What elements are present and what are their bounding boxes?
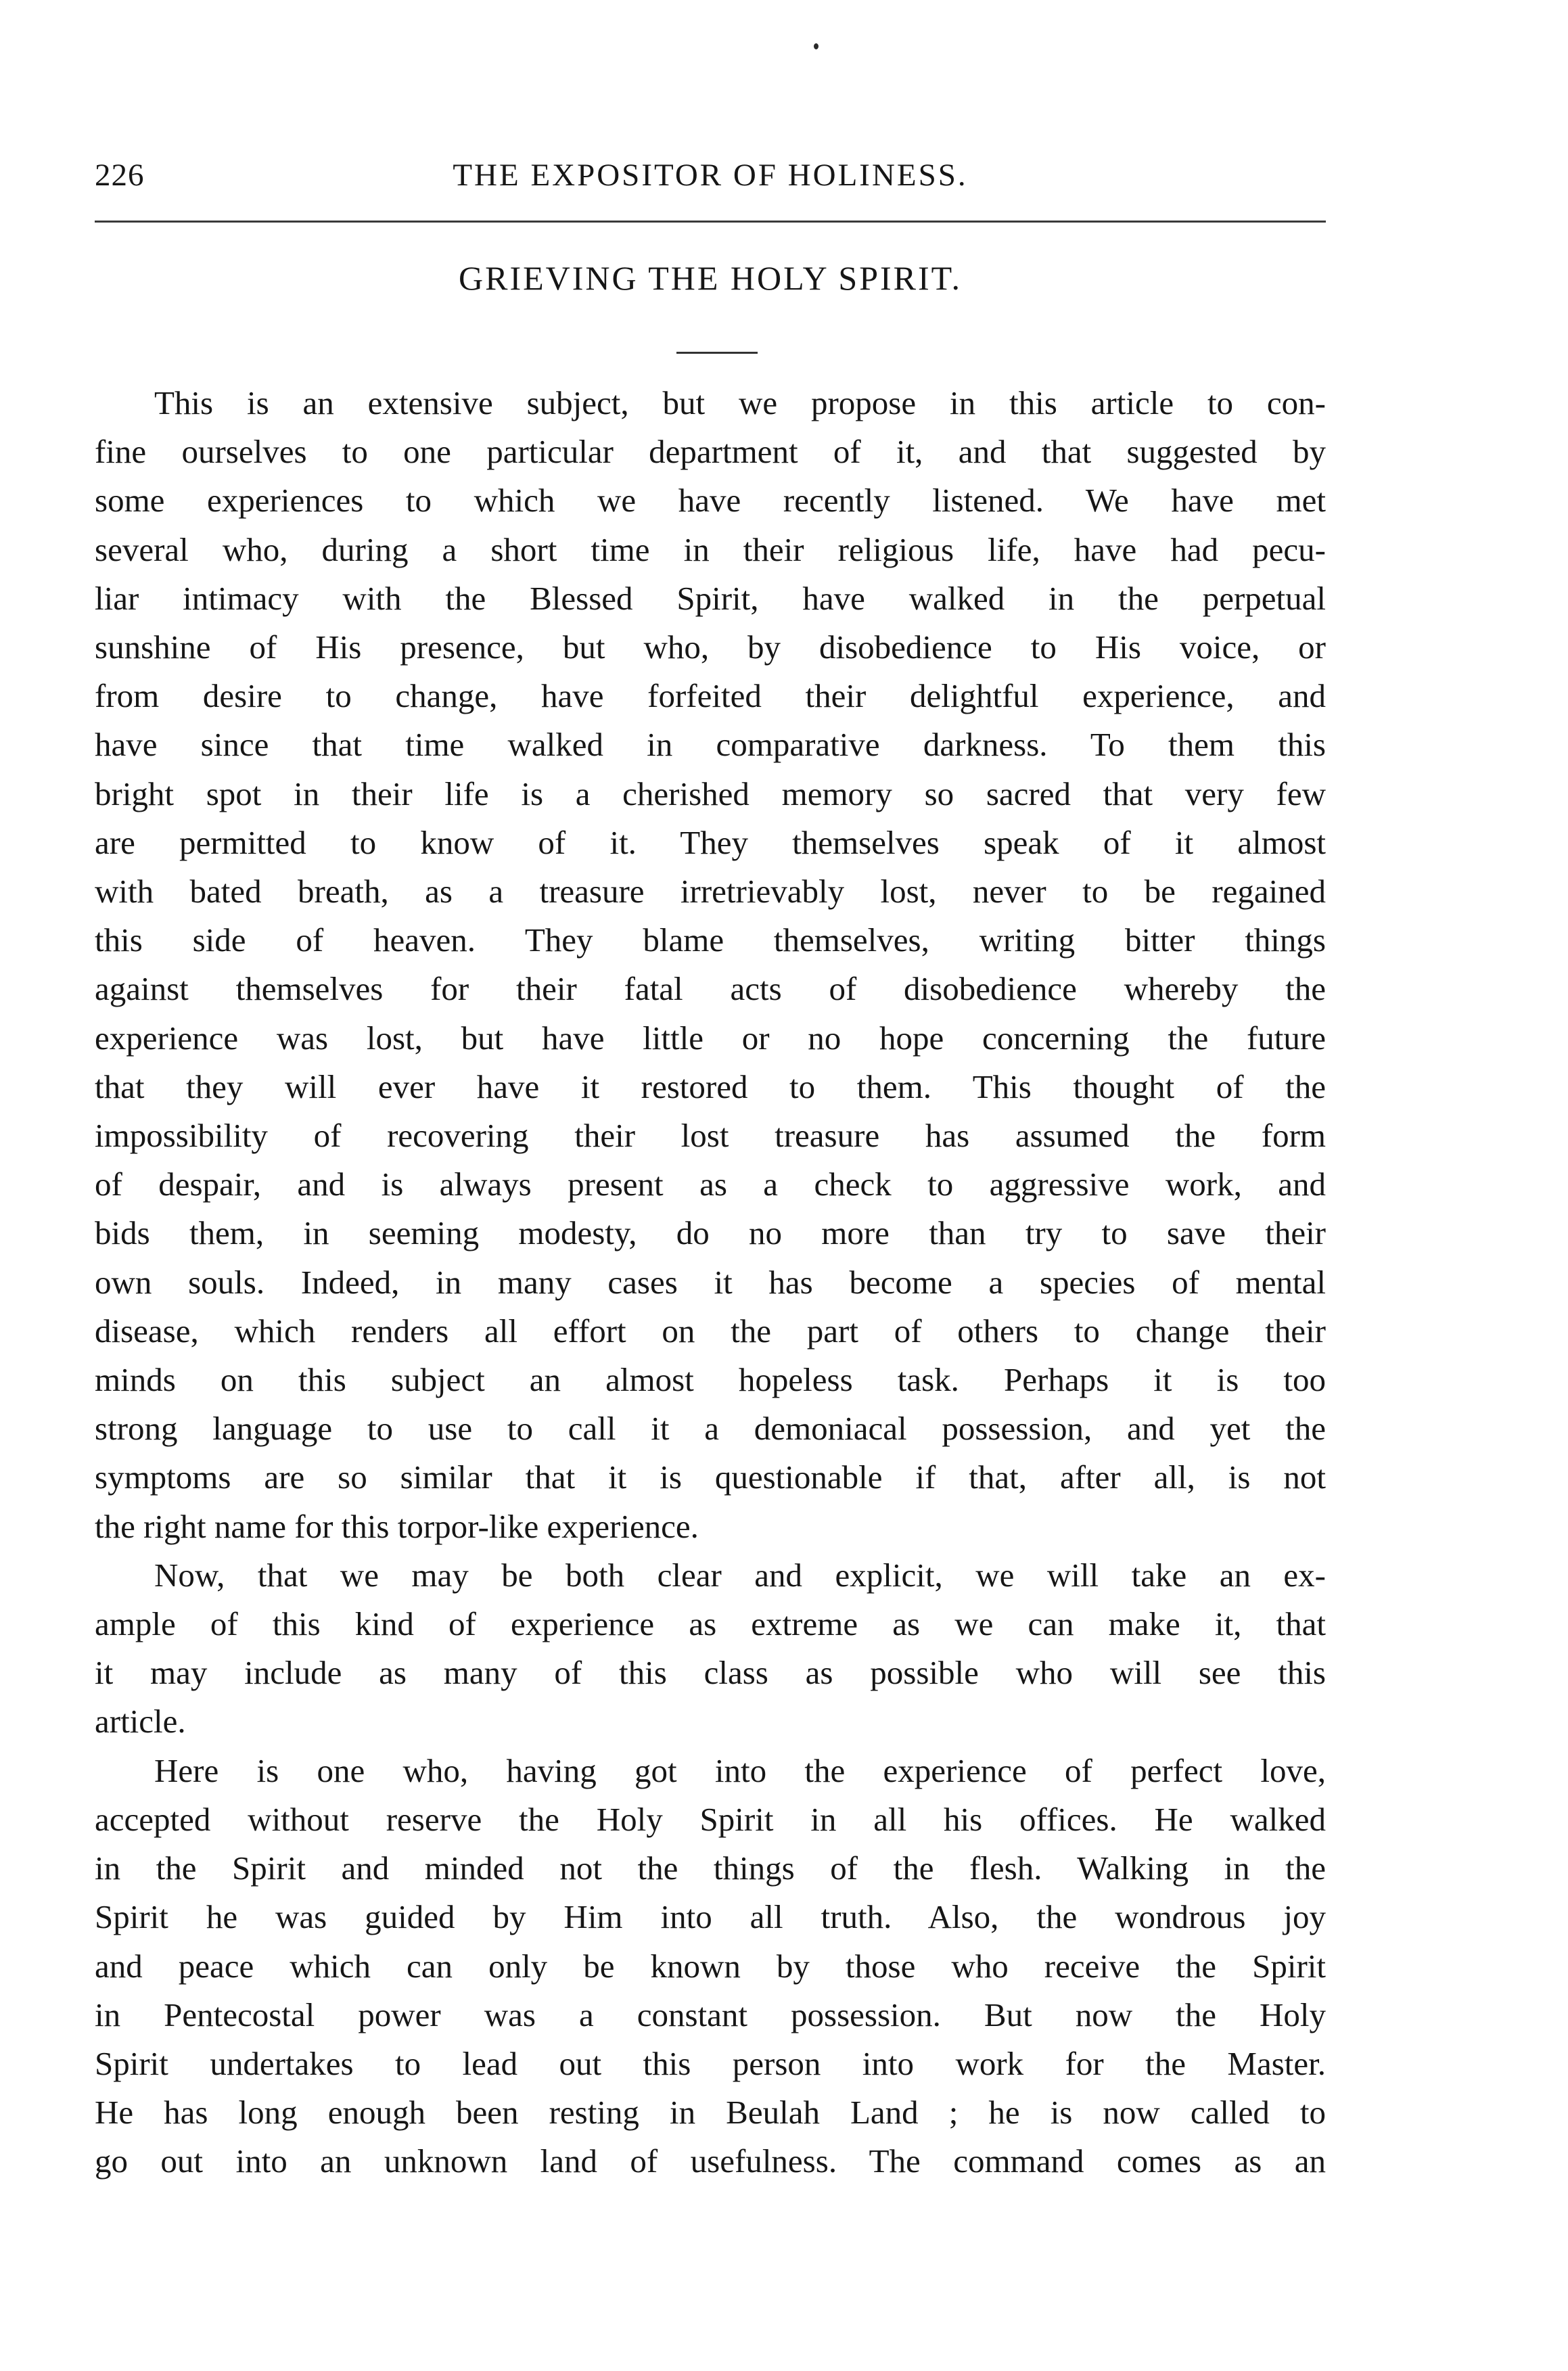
paragraph-1-line: bids them, in seeming modesty, do no more than try to save their: [95, 1214, 1326, 1252]
running-title: THE EXPOSITOR OF HOLINESS.: [453, 158, 968, 193]
paragraph-1-line: minds on this subject an almost hopeless task. Perhaps it is too: [95, 1361, 1326, 1399]
header-divider: [95, 221, 1326, 223]
paragraph-3-line: He has long enough been resting in Beulah Land ; he is now called to: [95, 2094, 1326, 2132]
paragraph-1-line: disease, which renders all effort on the part of others to change their: [95, 1312, 1326, 1350]
page-number: 226: [95, 158, 145, 193]
paragraph-1-line: against themselves for their fatal acts of disobedience whereby the: [95, 970, 1326, 1008]
paragraph-3-line: in Pentecostal power was a constant possession. But now the Holy: [95, 1996, 1326, 2033]
paragraph-1-line: own souls. Indeed, in many cases it has become a species of mental: [95, 1263, 1326, 1301]
paragraph-3-line: go out into an unknown land of usefulness. The command comes as an: [95, 2142, 1326, 2180]
paragraph-1-line: with bated breath, as a treasure irretrievably lost, never to be regained: [95, 873, 1326, 911]
running-header: [95, 150, 1326, 204]
paragraph-3-line: Spirit he was guided by Him into all truth. Also, the wondrous joy: [95, 1898, 1326, 1936]
article-body: [95, 379, 1326, 2186]
paragraph-1-line: from desire to change, have forfeited their delightful experience, and: [95, 677, 1326, 715]
paragraph-1-line: the right name for this torpor-like experience.: [95, 1507, 699, 1545]
paragraph-1-line: this side of heaven. They blame themselves, writing bitter things: [95, 921, 1326, 959]
paragraph-3-line: and peace which can only be known by those who receive the Spirit: [95, 1947, 1326, 1985]
paragraph-3-line: in the Spirit and minded not the things of the flesh. Walking in the: [95, 1849, 1326, 1887]
paragraph-3-line: accepted without reserve the Holy Spirit in all his offices. He walked: [95, 1800, 1326, 1838]
paragraph-1-line: some experiences to which we have recently listened. We have met: [95, 482, 1326, 520]
paragraph-1-line: experience was lost, but have little or no hope concerning the future: [95, 1019, 1326, 1057]
title-divider: [676, 352, 758, 354]
paragraph-1-line: have since that time walked in comparative darkness. To them this: [95, 726, 1326, 764]
paragraph-1-line: symptoms are so similar that it is questionable if that, after all, is not: [95, 1458, 1326, 1496]
paragraph-1-line: strong language to use to call it a demoniacal possession, and yet the: [95, 1410, 1326, 1448]
paragraph-1-line: impossibility of recovering their lost treasure has assumed the form: [95, 1117, 1326, 1155]
paragraph-1-line: sunshine of His presence, but who, by disobedience to His voice, or: [95, 628, 1326, 666]
paragraph-3-line: Spirit undertakes to lead out this person into work for the Master.: [95, 2044, 1326, 2082]
paragraph-1-line: fine ourselves to one particular department of it, and that suggested by: [95, 433, 1326, 471]
paragraph-2-line: Now, that we may be both clear and explicit, we will take an ex-: [154, 1556, 1326, 1594]
paragraph-2-line: article.: [95, 1703, 186, 1741]
paragraph-2-line: ample of this kind of experience as extreme as we can make it, that: [95, 1605, 1326, 1643]
paragraph-1-line: of despair, and is always present as a check to aggressive work, and: [95, 1166, 1326, 1203]
paragraph-1-line: liar intimacy with the Blessed Spirit, have walked in the perpetual: [95, 579, 1326, 617]
paragraph-1-line: This is an extensive subject, but we propose in this article to con-: [154, 384, 1326, 421]
article-title: GRIEVING THE HOLY SPIRIT.: [458, 259, 963, 297]
paragraph-1-line: that they will ever have it restored to them. This thought of the: [95, 1067, 1326, 1105]
paragraph-2-line: it may include as many of this class as possible who will see this: [95, 1654, 1326, 1692]
paragraph-1-line: are permitted to know of it. They themselves speak of it almost: [95, 823, 1326, 861]
paragraph-1-line: bright spot in their life is a cherished memory so sacred that very few: [95, 775, 1326, 812]
print-speck: [814, 43, 818, 49]
paragraph-1-line: several who, during a short time in their religious life, have had pecu-: [95, 530, 1326, 568]
paragraph-3-line: Here is one who, having got into the experience of perfect love,: [154, 1751, 1326, 1789]
